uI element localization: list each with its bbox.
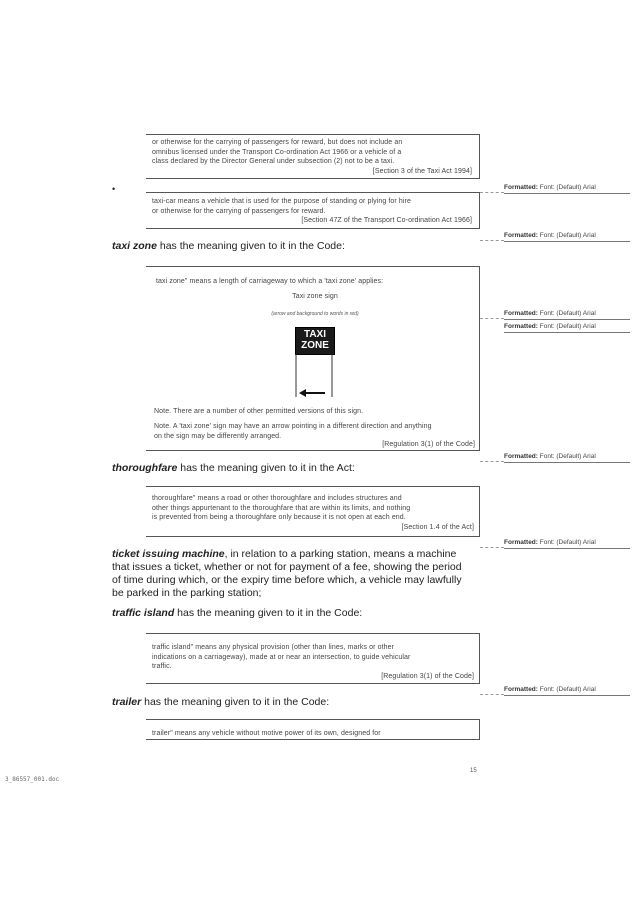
box5-text: traffic island" means any physical provision (other than lines, marks or other indications on a carriageway), made at or near an intersection, to guide vehicular traffic. [Regulation 3(1) of the Code]: [152, 644, 474, 680]
term-trailer: trailer has the meaning given to it in the Code:: [112, 696, 330, 708]
formatted-comment-1[interactable]: Formatted: Font: (Default) Arial: [504, 184, 630, 194]
term-ticket-issuing-machine: ticket issuing machine, in relation to a parking station, means a machine that issues a ticket, whether or not for payment of a fee, showing the period of time during which, or the expiry time before which, a vehicle may lawfully be parked in the parking station;: [112, 548, 462, 599]
box3-note1: Note. There are a number of other permitted versions of this sign.: [154, 408, 364, 415]
box1-text: or otherwise for the carrying of passengers for reward, but does not include an omnibus licensed under the Transport Co-ordination Act 1966 or a vehicle of a class declared by the Director General under subsection (2) not to be a taxi. [Section 3 of the Taxi Act 1994]: [152, 139, 472, 175]
box3-intro: taxi zone" means a length of carriageway to which a 'taxi zone' applies:: [156, 278, 384, 285]
sign-word-taxi: TAXI: [303, 329, 327, 340]
sign-word-zone: ZONE: [301, 340, 329, 351]
box4-text: thoroughfare" means a road or other thoroughfare and includes structures and other things appurtenant to the thoroughfare that are within its limits, and nothing is prevented from being a thoroughfare only because it is not open at each end. [Section 1.4 of the Act]: [152, 495, 474, 531]
formatted-comment-5[interactable]: Formatted: Font: (Default) Arial: [504, 453, 630, 463]
formatted-comment-7[interactable]: Formatted: Font: (Default) Arial: [504, 686, 630, 696]
box2-text: taxi-car means a vehicle that is used for the purpose of standing or plying for hire or otherwise for the carrying of passengers for reward. [Section 47Z of the Transport Co-ordination Act 1966]: [152, 198, 472, 224]
sign-title: Taxi zone sign: [292, 293, 338, 300]
bullet-mark: •: [112, 184, 116, 194]
sign-caption: (arrow and background to words in red): [271, 311, 359, 317]
formatted-comment-3[interactable]: Formatted: Font: (Default) Arial: [504, 310, 630, 320]
box3-note2: Note. A 'taxi zone' sign may have an arrow pointing in a different direction and anything on the sign may be differently arranged.: [154, 423, 432, 440]
taxi-zone-sign-illustration: [293, 327, 335, 397]
sign-post-arrow: [293, 327, 335, 397]
term-traffic-island: traffic island has the meaning given to it in the Code:: [112, 607, 363, 619]
formatted-comment-6[interactable]: Formatted: Font: (Default) Arial: [504, 539, 630, 549]
term-taxi-zone: taxi zone has the meaning given to it in the Code:: [112, 240, 345, 252]
term-thoroughfare: thoroughfare has the meaning given to it in the Act:: [112, 462, 355, 474]
formatted-comment-2[interactable]: Formatted: Font: (Default) Arial: [504, 232, 630, 242]
formatted-comment-4[interactable]: Formatted: Font: (Default) Arial: [504, 323, 630, 333]
box6-text: trailer" means any vehicle without motive power of its own, designed for: [152, 730, 381, 737]
page-number: 15: [470, 768, 477, 774]
document-code: 3_86557_001.doc: [5, 776, 60, 783]
box3-ref: [Regulation 3(1) of the Code]: [382, 441, 475, 448]
